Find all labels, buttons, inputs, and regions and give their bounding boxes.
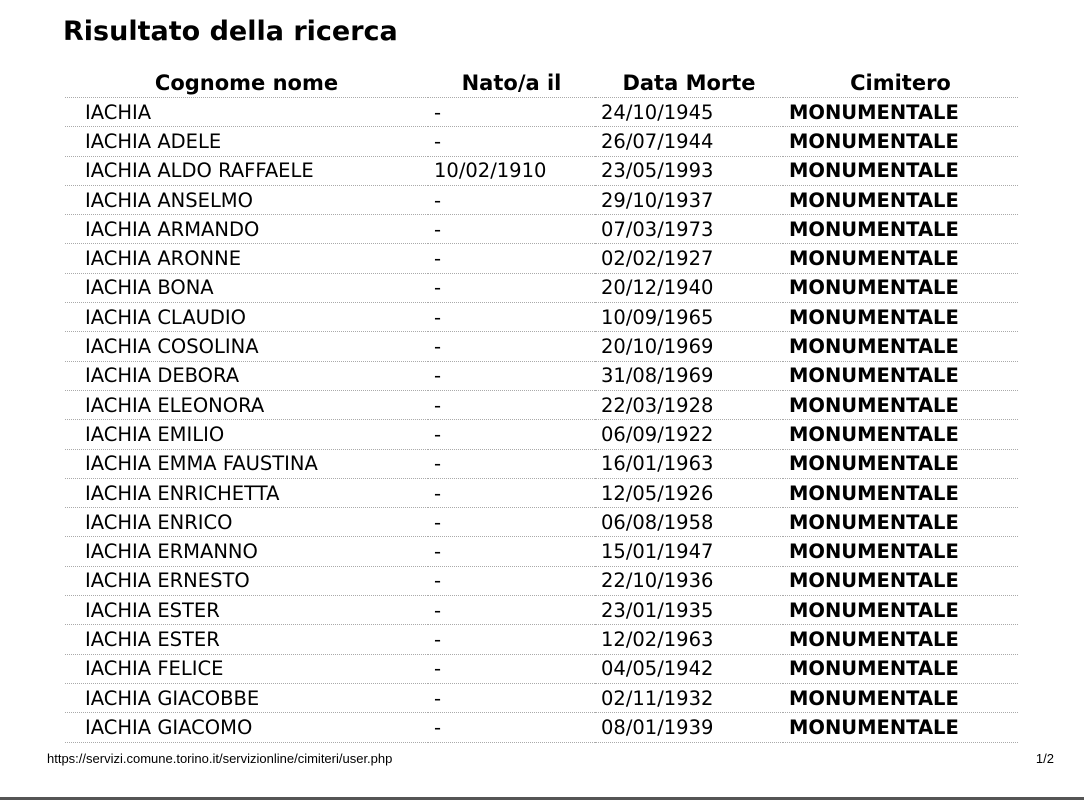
cell-death: 22/03/1928 — [595, 390, 783, 419]
cell-born: - — [428, 332, 595, 361]
cell-death: 10/09/1965 — [595, 303, 783, 332]
cell-born: - — [428, 98, 595, 127]
cell-born: - — [428, 449, 595, 478]
cell-death: 06/08/1958 — [595, 508, 783, 537]
cell-cemetery: MONUMENTALE — [783, 420, 1018, 449]
table-row — [65, 244, 1018, 273]
cell-cemetery: MONUMENTALE — [783, 713, 1018, 742]
cell-born: - — [428, 654, 595, 683]
cell-cemetery: MONUMENTALE — [783, 98, 1018, 127]
column-header-born: Nato/a il — [428, 68, 595, 98]
page-number: 1/2 — [1035, 751, 1054, 766]
cell-cemetery: MONUMENTALE — [783, 244, 1018, 273]
cell-death: 12/02/1963 — [595, 625, 783, 654]
results-table — [65, 68, 1018, 743]
table-row — [65, 215, 1018, 244]
cell-death: 24/10/1945 — [595, 98, 783, 127]
cell-cemetery: MONUMENTALE — [783, 537, 1018, 566]
table-row — [65, 478, 1018, 507]
table-row — [65, 156, 1018, 185]
table-row — [65, 332, 1018, 361]
cell-born: - — [428, 596, 595, 625]
cell-death: 26/07/1944 — [595, 127, 783, 156]
cell-death: 02/11/1932 — [595, 683, 783, 712]
table-row — [65, 303, 1018, 332]
cell-cemetery: MONUMENTALE — [783, 332, 1018, 361]
cell-death: 23/05/1993 — [595, 156, 783, 185]
cell-cemetery: MONUMENTALE — [783, 156, 1018, 185]
cell-name: IACHIA ADELE — [65, 127, 428, 156]
table-row — [65, 420, 1018, 449]
cell-death: 20/12/1940 — [595, 273, 783, 302]
column-header-name: Cognome nome — [65, 68, 428, 98]
cell-death: 23/01/1935 — [595, 596, 783, 625]
cell-born: - — [428, 185, 595, 214]
cell-death: 12/05/1926 — [595, 478, 783, 507]
cell-name: IACHIA BONA — [65, 273, 428, 302]
cell-death: 16/01/1963 — [595, 449, 783, 478]
cell-born: 10/02/1910 — [428, 156, 595, 185]
table-row — [65, 713, 1018, 742]
cell-born: - — [428, 127, 595, 156]
cell-name: IACHIA ARMANDO — [65, 215, 428, 244]
cell-name: IACHIA EMMA FAUSTINA — [65, 449, 428, 478]
cell-name: IACHIA DEBORA — [65, 361, 428, 390]
cell-born: - — [428, 537, 595, 566]
table-row — [65, 449, 1018, 478]
cell-name: IACHIA ESTER — [65, 596, 428, 625]
table-row — [65, 508, 1018, 537]
cell-name: IACHIA ELEONORA — [65, 390, 428, 419]
cell-born: - — [428, 244, 595, 273]
cell-cemetery: MONUMENTALE — [783, 508, 1018, 537]
cell-name: IACHIA CLAUDIO — [65, 303, 428, 332]
cell-born: - — [428, 625, 595, 654]
cell-cemetery: MONUMENTALE — [783, 683, 1018, 712]
table-row — [65, 127, 1018, 156]
column-header-death: Data Morte — [595, 68, 783, 98]
cell-death: 06/09/1922 — [595, 420, 783, 449]
page-title: Risultato della ricerca — [63, 16, 398, 47]
cell-name: IACHIA COSOLINA — [65, 332, 428, 361]
cell-name: IACHIA GIACOMO — [65, 713, 428, 742]
cell-cemetery: MONUMENTALE — [783, 361, 1018, 390]
footer-url: https://servizi.comune.torino.it/servizionline/cimiteri/user.php — [47, 751, 393, 766]
table-row — [65, 98, 1018, 127]
cell-born: - — [428, 508, 595, 537]
cell-born: - — [428, 390, 595, 419]
cell-cemetery: MONUMENTALE — [783, 449, 1018, 478]
cell-name: IACHIA ANSELMO — [65, 185, 428, 214]
table-header-row — [65, 68, 1018, 98]
cell-born: - — [428, 420, 595, 449]
cell-death: 22/10/1936 — [595, 566, 783, 595]
cell-death: 20/10/1969 — [595, 332, 783, 361]
table-row — [65, 537, 1018, 566]
cell-name: IACHIA GIACOBBE — [65, 683, 428, 712]
cell-death: 07/03/1973 — [595, 215, 783, 244]
cell-cemetery: MONUMENTALE — [783, 478, 1018, 507]
cell-name: IACHIA ENRICO — [65, 508, 428, 537]
cell-cemetery: MONUMENTALE — [783, 625, 1018, 654]
cell-name: IACHIA ESTER — [65, 625, 428, 654]
table-row — [65, 654, 1018, 683]
cell-name: IACHIA FELICE — [65, 654, 428, 683]
cell-cemetery: MONUMENTALE — [783, 303, 1018, 332]
cell-born: - — [428, 478, 595, 507]
cell-death: 04/05/1942 — [595, 654, 783, 683]
cell-cemetery: MONUMENTALE — [783, 596, 1018, 625]
table-row — [65, 185, 1018, 214]
cell-cemetery: MONUMENTALE — [783, 185, 1018, 214]
cell-name: IACHIA ENRICHETTA — [65, 478, 428, 507]
cell-death: 29/10/1937 — [595, 185, 783, 214]
table-row — [65, 625, 1018, 654]
cell-name: IACHIA — [65, 98, 428, 127]
cell-name: IACHIA ERNESTO — [65, 566, 428, 595]
cell-death: 02/02/1927 — [595, 244, 783, 273]
cell-born: - — [428, 361, 595, 390]
cell-name: IACHIA ALDO RAFFAELE — [65, 156, 428, 185]
column-header-cemetery: Cimitero — [783, 68, 1018, 98]
table-row — [65, 361, 1018, 390]
table-row — [65, 273, 1018, 302]
cell-born: - — [428, 273, 595, 302]
cell-cemetery: MONUMENTALE — [783, 127, 1018, 156]
cell-cemetery: MONUMENTALE — [783, 215, 1018, 244]
table-row — [65, 390, 1018, 419]
cell-born: - — [428, 215, 595, 244]
cell-cemetery: MONUMENTALE — [783, 273, 1018, 302]
cell-cemetery: MONUMENTALE — [783, 390, 1018, 419]
table-row — [65, 683, 1018, 712]
cell-born: - — [428, 566, 595, 595]
cell-death: 15/01/1947 — [595, 537, 783, 566]
table-row — [65, 596, 1018, 625]
cell-born: - — [428, 713, 595, 742]
cell-cemetery: MONUMENTALE — [783, 566, 1018, 595]
cell-name: IACHIA EMILIO — [65, 420, 428, 449]
cell-death: 08/01/1939 — [595, 713, 783, 742]
cell-name: IACHIA ARONNE — [65, 244, 428, 273]
cell-born: - — [428, 683, 595, 712]
cell-cemetery: MONUMENTALE — [783, 654, 1018, 683]
cell-death: 31/08/1969 — [595, 361, 783, 390]
cell-born: - — [428, 303, 595, 332]
table-row — [65, 566, 1018, 595]
cell-name: IACHIA ERMANNO — [65, 537, 428, 566]
